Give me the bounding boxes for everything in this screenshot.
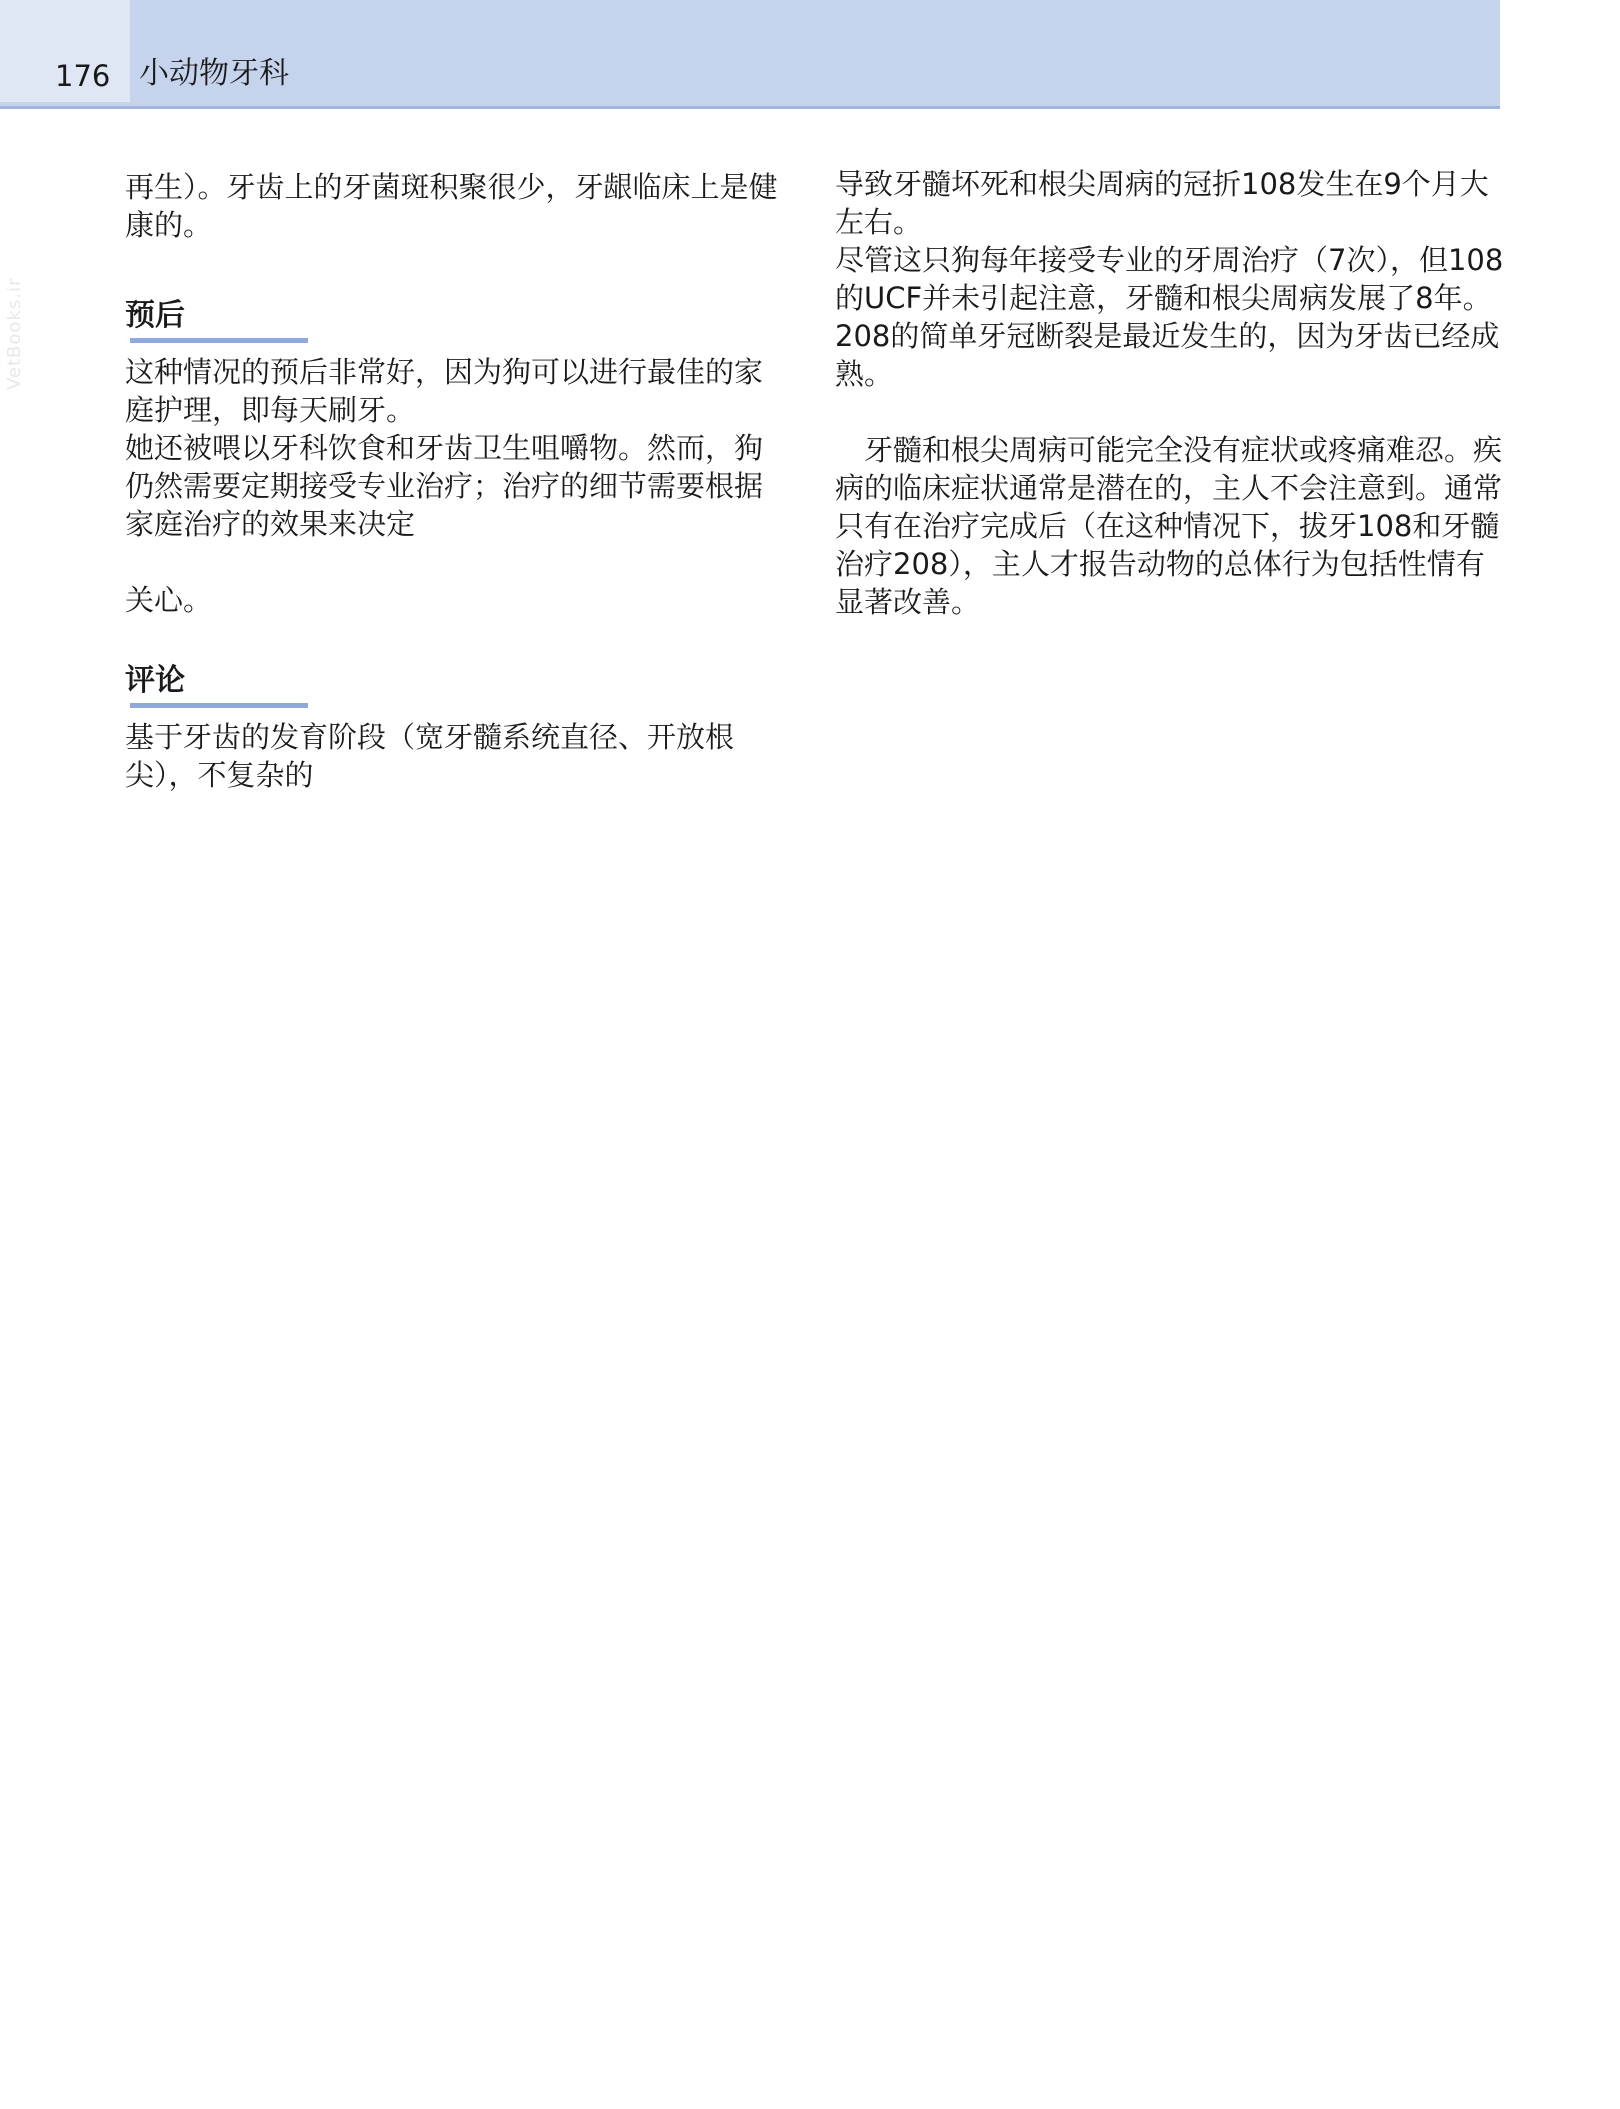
prognosis-heading: 预后: [125, 298, 185, 333]
right-paragraph-2: 尽管这只狗每年接受专业的牙周治疗（7次），但108的UCF并未引起注意，牙髓和根尖周病发展了8年。208的简单牙冠断裂是最近发生的，因为牙齿已经成熟。: [835, 243, 1504, 391]
left-column: [125, 168, 785, 794]
right-paragraph-3: 牙髓和根尖周病可能完全没有症状或疼痛难忍。疾病的临床症状通常是潜在的，主人不会注意到。通常只有在治疗完成后（在这种情况下，拔牙108和牙髓治疗208），主人才报告动物的总体行为包括性情有显著改善。: [835, 433, 1503, 619]
comment-paragraph-1: 基于牙齿的发育阶段（宽牙髓系统直径、开放根尖），不复杂的: [125, 720, 735, 792]
right-column: [835, 165, 1505, 621]
prognosis-paragraph-3: 关心。: [125, 583, 213, 617]
prognosis-paragraph-1: 这种情况的预后非常好，因为狗可以进行最佳的家庭护理，即每天刷牙。: [125, 355, 764, 427]
prognosis-paragraph-2: 她还被喂以牙科饮食和牙齿卫生咀嚼物。然而，狗仍然需要定期接受专业治疗；治疗的细节需要根据家庭治疗的效果来决定: [125, 431, 764, 541]
running-title: 小动物牙科: [139, 56, 289, 91]
header-band: [0, 0, 1500, 109]
watermark: VetBooks.ir: [4, 277, 25, 390]
comment-heading: 评论: [125, 663, 185, 698]
intro-paragraph: 再生）。牙齿上的牙菌斑积聚很少，牙龈临床上是健康的。: [125, 170, 778, 242]
page-number: 176: [55, 59, 111, 93]
right-paragraph-1: 导致牙髓坏死和根尖周病的冠折108发生在9个月大左右。: [835, 167, 1489, 239]
